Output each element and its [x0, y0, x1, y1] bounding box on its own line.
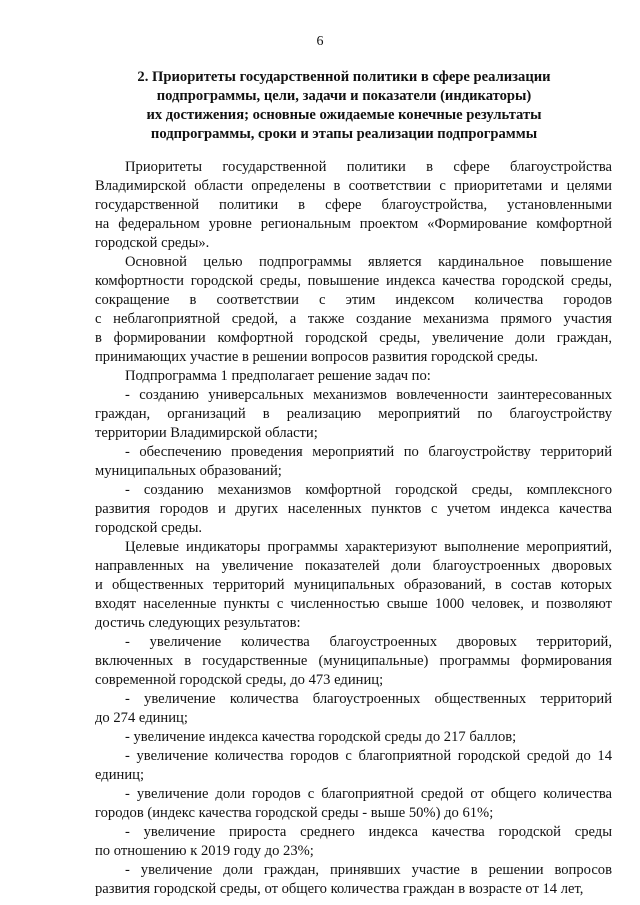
text-line: городской среды». — [95, 235, 210, 251]
text-line: и общественных территорий муниципальных образований, в состав которых — [95, 577, 612, 593]
text-line: Подпрограмма 1 предполагает решение задач по: — [125, 368, 431, 384]
paragraph — [95, 747, 612, 785]
text-line: - увеличение прироста среднего индекса качества городской среды — [125, 824, 612, 840]
text-line: Приоритеты государственной политики в сфере благоустройства — [125, 159, 612, 175]
text-line: территории Владимирской области; — [95, 425, 318, 441]
text-line: - увеличение доли граждан, принявших участие в решении вопросов — [125, 862, 612, 878]
paragraph — [95, 633, 612, 690]
text-line: Основной целью подпрограммы является кардинальное повышение — [125, 254, 612, 270]
text-line: входят населенные пункты с численностью свыше 1000 человек, и позволяют — [95, 596, 612, 612]
text-line: муниципальных образований; — [95, 463, 282, 479]
text-line: развития городов и других населенных пунктов с учетом индекса качества — [95, 501, 612, 517]
text-line: - созданию механизмов комфортной городской среды, комплексного — [125, 482, 612, 498]
text-line: комфортности городской среды, повышение индекса качества городской среды, — [95, 273, 612, 289]
heading-line: их достижения; основные ожидаемые конечные результаты — [146, 107, 542, 123]
paragraph — [95, 158, 612, 253]
text-line: - увеличение количества городов с благоприятной городской средой до 14 — [125, 748, 612, 764]
text-line: - обеспечению проведения мероприятий по благоустройству территорий — [125, 444, 612, 460]
text-line: достичь следующих результатов: — [95, 615, 301, 631]
text-line: сокращение в соответствии с этим индексом количества городов — [95, 292, 612, 308]
paragraph — [95, 443, 612, 481]
document-body — [95, 158, 612, 899]
paragraph — [95, 481, 612, 538]
text-line: городов (индекс качества городской среды - выше 50%) до 61%; — [95, 805, 494, 821]
paragraph — [95, 823, 612, 861]
text-line: на федеральном уровне региональным проектом «Формирование комфортной — [95, 216, 612, 232]
text-line: граждан, организаций в реализацию мероприятий по благоустройству — [95, 406, 612, 422]
text-line: - увеличение доли городов с благоприятной средой от общего количества — [125, 786, 612, 802]
text-line: единиц; — [95, 767, 145, 783]
text-line: с неблагоприятной средой, а также создание механизма прямого участия — [95, 311, 612, 327]
section-heading — [120, 68, 568, 144]
text-line: включенных в государственные (муниципальные) программы формирования — [95, 653, 612, 669]
text-line: по отношению к 2019 году до 23%; — [95, 843, 314, 859]
text-line: современной городской среды, до 473 единиц; — [95, 672, 384, 688]
paragraph — [95, 538, 612, 633]
paragraph — [95, 861, 612, 899]
heading-line: подпрограммы, сроки и этапы реализации подпрограммы — [150, 126, 538, 142]
text-line: - увеличение количества благоустроенных общественных территорий — [125, 691, 612, 707]
paragraph — [95, 728, 612, 747]
text-line: в формировании комфортной городской среды, увеличение доли граждан, — [95, 330, 612, 346]
paragraph — [95, 367, 612, 386]
text-line: - созданию универсальных механизмов вовлеченности заинтересованных — [125, 387, 612, 403]
text-line: развития городской среды, от общего количества граждан в возрасте от 14 лет, — [95, 881, 584, 897]
page-number: 6 — [316, 34, 324, 49]
text-line: государственной политики в сфере благоустройства, установленными — [95, 197, 612, 213]
paragraph — [95, 690, 612, 728]
heading-line: 2. Приоритеты государственной политики в сфере реализации — [137, 69, 551, 85]
paragraph — [95, 253, 612, 367]
paragraph — [95, 785, 612, 823]
text-line: до 274 единиц; — [95, 710, 188, 726]
text-line: городской среды. — [95, 520, 203, 536]
text-line: Владимирской области определены в соответствии с приоритетами и целями — [95, 178, 612, 194]
paragraph — [95, 386, 612, 443]
text-line: принимающих участие в решении вопросов развития городской среды. — [95, 349, 539, 365]
text-line: направленных на увеличение показателей доли благоустроенных дворовых — [95, 558, 612, 574]
text-line: - увеличение индекса качества городской среды до 217 баллов; — [125, 729, 517, 745]
text-line: Целевые индикаторы программы характеризуют выполнение мероприятий, — [125, 539, 612, 555]
heading-line: подпрограммы, цели, задачи и показатели (индикаторы) — [156, 88, 532, 104]
text-line: - увеличение количества благоустроенных дворовых территорий, — [125, 634, 612, 650]
